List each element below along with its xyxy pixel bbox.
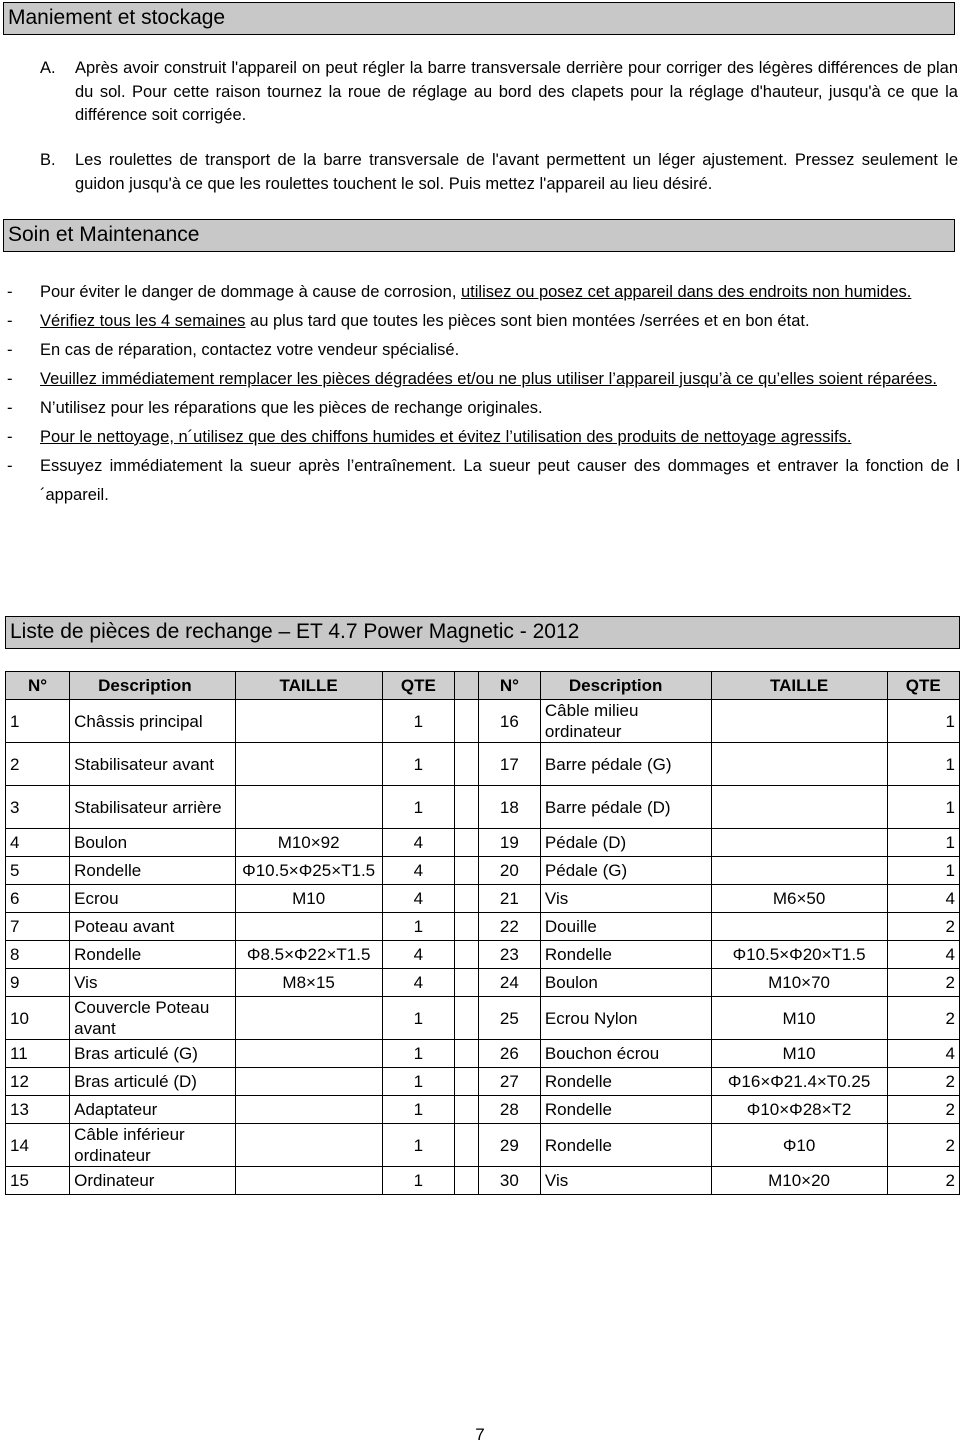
- cell-description: Poteau avant: [70, 913, 236, 941]
- cell-gap: [455, 913, 479, 941]
- table-row: [6, 941, 960, 969]
- cell-description: Vis: [70, 969, 236, 997]
- list-item: [4, 394, 960, 423]
- cell-description: Châssis principal: [70, 700, 236, 743]
- cell-qte: 1: [887, 786, 959, 829]
- cell-description: Câble milieu ordinateur: [540, 700, 711, 743]
- cell-qte: 2: [887, 969, 959, 997]
- paragraph-text: Les roulettes de transport de la barre transversale de l'avant permettent un léger ajustement. Pressez seulement le guidon jusqu'à ce que les roulettes touchent le sol. Puis mettez l'appareil au lieu désiré.: [75, 151, 958, 193]
- cell-number: 7: [6, 913, 70, 941]
- bullet-text-pre: N’utilisez pour les réparations que les pièces de rechange originales.: [40, 399, 543, 417]
- cell-description: Rondelle: [540, 1068, 711, 1096]
- cell-qte: 4: [382, 941, 454, 969]
- cell-gap: [455, 997, 479, 1040]
- cell-qte: 4: [382, 857, 454, 885]
- paragraph-text: Après avoir construit l'appareil on peut régler la barre transversale derrière pour corriger des légères différences de plan du sol. Pour cette raison tournez la roue de réglage au bord des clapets pour la réglage d'hauteur, jusqu'à ce que la différence soit corrigée.: [75, 59, 958, 124]
- cell-qte: 1: [382, 1124, 454, 1167]
- cell-number: 22: [478, 913, 540, 941]
- table-row: [6, 885, 960, 913]
- bullet-text-post: au plus tard que toutes les pièces sont bien montées /serrées et en bon état.: [245, 312, 810, 330]
- section-title-pieces: Liste de pièces de rechange – ET 4.7 Power Magnetic - 2012: [5, 616, 960, 649]
- cell-number: 17: [478, 743, 540, 786]
- list-item: [4, 365, 960, 394]
- cell-number: 26: [478, 1040, 540, 1068]
- bullet-text-pre: En cas de réparation, contactez votre vendeur spécialisé.: [40, 341, 460, 359]
- cell-qte: 1: [382, 1167, 454, 1195]
- bullet-text-under: Vérifiez tous les 4 semaines: [40, 312, 246, 330]
- cell-number: 10: [6, 997, 70, 1040]
- table-row: [6, 1124, 960, 1167]
- cell-number: 1: [6, 700, 70, 743]
- cell-description: Rondelle: [540, 941, 711, 969]
- table-row: [6, 700, 960, 743]
- bullet-dash: -: [7, 399, 13, 417]
- list-item: [4, 423, 960, 452]
- cell-number: 13: [6, 1096, 70, 1124]
- cell-description: Pédale (D): [540, 829, 711, 857]
- table-row: [6, 1096, 960, 1124]
- cell-qte: 4: [382, 829, 454, 857]
- bullet-text-pre: Essuyez immédiatement la sueur après l’entraînement. La sueur peut causer des dommages et entraver la fonction de l´appareil.: [40, 457, 960, 504]
- bullet-text-under: Pour le nettoyage, n´utilisez que des chiffons humides et évitez l’utilisation des produits de nettoyage agressifs.: [40, 428, 852, 446]
- cell-taille: Φ10: [711, 1124, 887, 1167]
- cell-qte: 1: [382, 786, 454, 829]
- cell-qte: 4: [887, 885, 959, 913]
- cell-taille: Φ10×Φ28×T2: [711, 1096, 887, 1124]
- cell-description: Couvercle Poteau avant: [70, 997, 236, 1040]
- cell-taille: Φ10.5×Φ20×T1.5: [711, 941, 887, 969]
- table-row: [6, 829, 960, 857]
- paragraph-b: [40, 149, 958, 196]
- header-taille: TAILLE: [711, 672, 887, 700]
- cell-gap: [455, 1068, 479, 1096]
- cell-description: Ecrou Nylon: [540, 997, 711, 1040]
- cell-description: Ecrou: [70, 885, 236, 913]
- bullet-dash: -: [7, 428, 13, 446]
- header-gap: [455, 672, 479, 700]
- cell-taille: [235, 786, 382, 829]
- header-description: Description: [540, 672, 711, 700]
- cell-number: 30: [478, 1167, 540, 1195]
- cell-taille: Φ16×Φ21.4×T0.25: [711, 1068, 887, 1096]
- cell-qte: 4: [382, 885, 454, 913]
- cell-taille: [711, 743, 887, 786]
- cell-number: 24: [478, 969, 540, 997]
- cell-description: Vis: [540, 885, 711, 913]
- cell-taille: [235, 743, 382, 786]
- cell-taille: M10×92: [235, 829, 382, 857]
- cell-qte: 1: [382, 700, 454, 743]
- cell-description: Bras articulé (G): [70, 1040, 236, 1068]
- bullet-text-under: Veuillez immédiatement remplacer les pièces dégradées et/ou ne plus utiliser l’appareil jusqu’à ce qu’elles soient réparées.: [40, 370, 937, 388]
- cell-number: 4: [6, 829, 70, 857]
- paragraph-a: [40, 57, 958, 128]
- list-item: [4, 452, 960, 510]
- table-header-row: [6, 672, 960, 700]
- cell-number: 21: [478, 885, 540, 913]
- cell-description: Rondelle: [540, 1124, 711, 1167]
- cell-description: Adaptateur: [70, 1096, 236, 1124]
- cell-taille: [711, 829, 887, 857]
- cell-taille: M10: [235, 885, 382, 913]
- cell-taille: [711, 786, 887, 829]
- cell-qte: 1: [382, 913, 454, 941]
- cell-taille: [235, 997, 382, 1040]
- cell-gap: [455, 1096, 479, 1124]
- bullet-dash: -: [7, 341, 13, 359]
- cell-description: Douille: [540, 913, 711, 941]
- cell-taille: [711, 913, 887, 941]
- paragraph-label: B.: [40, 151, 56, 169]
- cell-taille: M8×15: [235, 969, 382, 997]
- cell-gap: [455, 829, 479, 857]
- table-row: [6, 1068, 960, 1096]
- cell-qte: 1: [382, 1068, 454, 1096]
- table-row: [6, 969, 960, 997]
- cell-number: 19: [478, 829, 540, 857]
- cell-number: 6: [6, 885, 70, 913]
- cell-qte: 2: [887, 997, 959, 1040]
- cell-description: Barre pédale (G): [540, 743, 711, 786]
- cell-number: 27: [478, 1068, 540, 1096]
- cell-description: Vis: [540, 1167, 711, 1195]
- list-item: [4, 307, 960, 336]
- cell-qte: 2: [887, 1167, 959, 1195]
- cell-qte: 2: [887, 913, 959, 941]
- header-qte: QTE: [887, 672, 959, 700]
- cell-taille: M6×50: [711, 885, 887, 913]
- cell-taille: [235, 1124, 382, 1167]
- cell-qte: 1: [382, 743, 454, 786]
- table-row: [6, 786, 960, 829]
- cell-number: 23: [478, 941, 540, 969]
- bullet-dash: -: [7, 370, 13, 388]
- cell-taille: M10: [711, 1040, 887, 1068]
- cell-taille: [235, 913, 382, 941]
- parts-table: [5, 671, 960, 1195]
- cell-description: Rondelle: [540, 1096, 711, 1124]
- cell-number: 20: [478, 857, 540, 885]
- table-row: [6, 1040, 960, 1068]
- cell-number: 16: [478, 700, 540, 743]
- cell-gap: [455, 743, 479, 786]
- cell-taille: M10×20: [711, 1167, 887, 1195]
- cell-number: 9: [6, 969, 70, 997]
- cell-description: Bouchon écrou: [540, 1040, 711, 1068]
- cell-gap: [455, 1124, 479, 1167]
- cell-taille: [711, 700, 887, 743]
- cell-number: 2: [6, 743, 70, 786]
- cell-description: Barre pédale (D): [540, 786, 711, 829]
- header-description: Description: [70, 672, 236, 700]
- cell-taille: M10×70: [711, 969, 887, 997]
- header-taille: TAILLE: [235, 672, 382, 700]
- header-qte: QTE: [382, 672, 454, 700]
- cell-number: 12: [6, 1068, 70, 1096]
- cell-number: 15: [6, 1167, 70, 1195]
- cell-gap: [455, 969, 479, 997]
- page-number: 7: [475, 1425, 485, 1444]
- cell-gap: [455, 786, 479, 829]
- cell-number: 14: [6, 1124, 70, 1167]
- cell-taille: [235, 1040, 382, 1068]
- cell-number: 11: [6, 1040, 70, 1068]
- cell-description: Ordinateur: [70, 1167, 236, 1195]
- cell-qte: 1: [887, 743, 959, 786]
- cell-qte: 4: [887, 941, 959, 969]
- cell-number: 3: [6, 786, 70, 829]
- cell-gap: [455, 700, 479, 743]
- header-n: N°: [6, 672, 70, 700]
- cell-number: 5: [6, 857, 70, 885]
- cell-qte: 1: [887, 857, 959, 885]
- cell-qte: 1: [382, 1096, 454, 1124]
- cell-qte: 1: [887, 829, 959, 857]
- cell-gap: [455, 857, 479, 885]
- cell-qte: 4: [382, 969, 454, 997]
- cell-gap: [455, 1167, 479, 1195]
- cell-number: 28: [478, 1096, 540, 1124]
- cell-description: Boulon: [70, 829, 236, 857]
- cell-qte: 1: [382, 997, 454, 1040]
- cell-number: 29: [478, 1124, 540, 1167]
- cell-description: Câble inférieur ordinateur: [70, 1124, 236, 1167]
- cell-qte: 4: [887, 1040, 959, 1068]
- cell-taille: [711, 857, 887, 885]
- bullet-dash: -: [7, 283, 13, 301]
- table-row: [6, 997, 960, 1040]
- cell-taille: Φ10.5×Φ25×T1.5: [235, 857, 382, 885]
- header-n: N°: [478, 672, 540, 700]
- table-row: [6, 743, 960, 786]
- bullet-dash: -: [7, 312, 13, 330]
- cell-taille: [235, 1096, 382, 1124]
- section-title-maniement: Maniement et stockage: [3, 2, 955, 35]
- table-row: [6, 913, 960, 941]
- cell-gap: [455, 1040, 479, 1068]
- cell-qte: 1: [887, 700, 959, 743]
- cell-number: 25: [478, 997, 540, 1040]
- cell-description: Pédale (G): [540, 857, 711, 885]
- cell-qte: 2: [887, 1096, 959, 1124]
- cell-description: Rondelle: [70, 857, 236, 885]
- bullet-dash: -: [7, 457, 13, 475]
- cell-description: Bras articulé (D): [70, 1068, 236, 1096]
- bullet-text-pre: Pour éviter le danger de dommage à cause de corrosion,: [40, 283, 461, 301]
- cell-taille: [235, 1068, 382, 1096]
- cell-number: 8: [6, 941, 70, 969]
- cell-number: 18: [478, 786, 540, 829]
- cell-taille: [235, 1167, 382, 1195]
- cell-description: Rondelle: [70, 941, 236, 969]
- cell-description: Stabilisateur avant: [70, 743, 236, 786]
- list-item: [4, 336, 960, 365]
- table-row: [6, 1167, 960, 1195]
- bullet-text-under: utilisez ou posez cet appareil dans des endroits non humides.: [461, 283, 912, 301]
- cell-qte: 2: [887, 1124, 959, 1167]
- section-title-soin: Soin et Maintenance: [3, 219, 955, 252]
- cell-gap: [455, 941, 479, 969]
- cell-description: Boulon: [540, 969, 711, 997]
- table-row: [6, 857, 960, 885]
- list-item: [4, 278, 960, 307]
- cell-qte: 1: [382, 1040, 454, 1068]
- cell-description: Stabilisateur arrière: [70, 786, 236, 829]
- maintenance-list: [4, 278, 960, 510]
- cell-gap: [455, 885, 479, 913]
- paragraph-label: A.: [40, 59, 56, 77]
- cell-taille: M10: [711, 997, 887, 1040]
- cell-taille: Φ8.5×Φ22×T1.5: [235, 941, 382, 969]
- cell-taille: [235, 700, 382, 743]
- cell-qte: 2: [887, 1068, 959, 1096]
